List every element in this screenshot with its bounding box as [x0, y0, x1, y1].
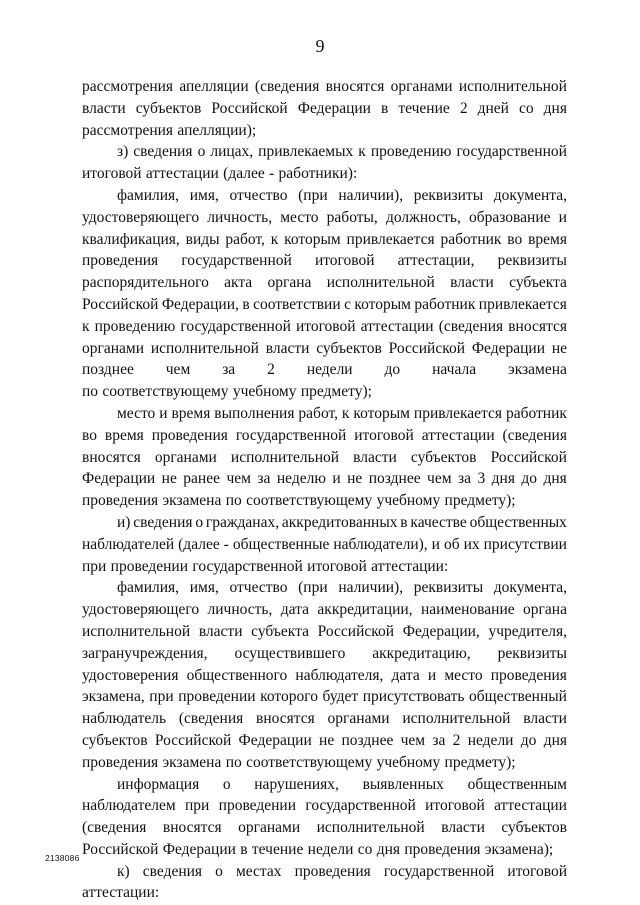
document-code: 2138086 [45, 853, 80, 863]
text-line: при проведении государственной итоговой аттестации: [82, 557, 449, 575]
text-line: органами исполнительной власти субъектов Российской Федерации не [82, 339, 567, 357]
text-line: наблюдателем при проведении государственной итоговой аттестации [82, 797, 567, 815]
text-line: (сведения вносятся органами исполнительной власти субъектов [82, 819, 567, 837]
page-number: 9 [315, 36, 325, 56]
text-line: итоговой аттестации (далее - работники): [82, 165, 358, 183]
text-line: Федерации не ранее чем за неделю и не позднее чем за 3 дня до дня [82, 470, 567, 488]
text-line: удостоверяющего личность, место работы, должность, образование и [82, 208, 567, 226]
text-line: квалификация, виды работ, к которым привлекается работник во время [82, 230, 567, 248]
document-body [82, 76, 567, 904]
text-line: экзамена, при проведении которого будет присутствовать общественный [82, 688, 567, 706]
text-line: удостоверения общественного наблюдателя, дата и место проведения [82, 666, 567, 684]
text-line: по соответствующему учебному предмету); [82, 383, 372, 401]
text-line: Российской Федерации, в соответствии с которым работник привлекается [82, 295, 567, 313]
text-line: к) сведения о местах проведения государственной итоговой [117, 862, 567, 880]
text-line: проведения экзамена по соответствующему учебному предмету); [82, 753, 516, 771]
text-line: место и время выполнения работ, к которым привлекается работник [117, 404, 567, 422]
text-line: з) сведения о лицах, привлекаемых к проведению государственной [117, 143, 567, 161]
text-line: аттестации: [82, 884, 160, 902]
text-line: позднее чем за 2 недели до начала экзамена [82, 361, 567, 379]
text-line: распорядительного акта органа исполнительной власти субъекта [82, 274, 567, 292]
text-line: и) сведения о гражданах, аккредитованных в качестве общественных [117, 513, 567, 531]
text-line: рассмотрения апелляции); [82, 121, 257, 139]
text-line: информация о нарушениях, выявленных общественным [117, 775, 567, 793]
text-line: удостоверяющего личность, дата аккредитации, наименование органа [82, 601, 567, 619]
text-line: наблюдателей (далее - общественные наблюдатели), и об их присутствии [82, 535, 567, 553]
text-line: к проведению государственной итоговой аттестации (сведения вносятся [82, 317, 567, 335]
text-line: во время проведения государственной итоговой аттестации (сведения [82, 426, 567, 444]
text-line: загранучреждения, осуществившего аккредитацию, реквизиты [82, 644, 567, 662]
text-line: проведения государственной итоговой аттестации, реквизиты [82, 252, 567, 270]
text-line: исполнительной власти субъекта Российской Федерации, учредителя, [82, 622, 567, 640]
text-line: власти субъектов Российской Федерации в течение 2 дней со дня [82, 99, 567, 117]
text-line: проведения экзамена по соответствующему учебному предмету); [82, 492, 516, 510]
text-line: вносятся органами исполнительной власти субъектов Российской [82, 448, 567, 466]
text-line: рассмотрения апелляции (сведения вносятся органами исполнительной [82, 78, 567, 95]
text-line: фамилия, имя, отчество (при наличии), реквизиты документа, [117, 579, 567, 597]
text-line: наблюдатель (сведения вносятся органами исполнительной власти [82, 710, 567, 728]
text-line: Российской Федерации в течение недели со дня проведения экзамена); [82, 840, 554, 858]
text-line: фамилия, имя, отчество (при наличии), реквизиты документа, [117, 186, 567, 204]
text-line: субъектов Российской Федерации не позднее чем за 2 недели до дня [82, 731, 567, 749]
